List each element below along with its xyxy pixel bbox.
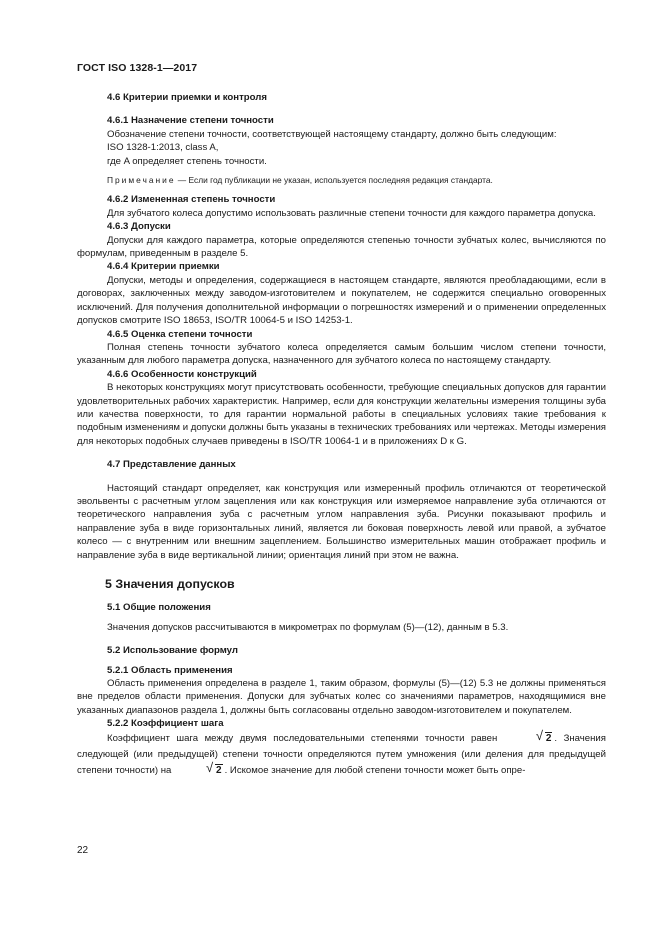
sqrt-formula (506, 727, 553, 747)
section-5-1-title: 5.1 Общие положения (107, 602, 211, 614)
section-4-6-1-title: 4.6.1 Назначение степени точности (107, 115, 274, 127)
pitch-text-a: Коэффициент шага между двумя последовательными степенями точности равен (107, 732, 504, 744)
page-number: 22 (77, 845, 89, 856)
sqrt-radicand: 2 (545, 732, 552, 744)
section-4-6-2-text: Для зубчатого колеса допустимо использовать различные степени точности для каждого параметра допуска. (107, 207, 596, 219)
section-4-6-3-title: 4.6.3 Допуски (107, 221, 171, 233)
section-4-6-6-text: В некоторых конструкциях могут присутствовать особенности, требующие специальных допусков для гарантии удовлетворительных рабочих характеристик. Например, если для конструкции желательны измерения толщины зуба или качества поверхности, то для гарантии нормальной работы в специальных условиях такие требования к подобным изменениям и допуски должны быть указаны в технических требованиях или чертежах. Методы измерения для некоторых подобных случаев приведены в ISO/TR 10064-1 и в приложениях D к G. (77, 382, 606, 447)
section-4-6-6-title: 4.6.6 Особенности конструкций (107, 368, 257, 380)
section-5-2-1-text: Область применения определена в разделе 1, таким образом, формулы (5)—(12) 5.3 не должны применяться вне пределов области применения. Допуски для зубчатых колес со значениями параметров, находящимися вне указанных диапазонов раздела 1, должны быть согласованы отдельно заводом-изготовителем и покупателем. (77, 678, 606, 716)
pitch-text-c: . Искомое значение для любой степени точности может быть опре- (224, 764, 526, 776)
section-4-6-2-title: 4.6.2 Измененная степень точности (107, 194, 276, 206)
section-4-6-1-line-3: где A определяет степень точности. (107, 155, 267, 167)
section-4-6-1-note (107, 174, 606, 187)
section-4-6-5-text: Полная степень точности зубчатого колеса определяется самым большим числом степени точности, указанным для любого параметра допуска, назначенного для зубчатого колеса по настоящему стандарту. (77, 341, 606, 367)
section-5-1-text: Значения допусков рассчитываются в микрометрах по формулам (5)—(12), данным в 5.3. (107, 621, 509, 633)
section-4-6-1-line-1: Обозначение степени точности, соответствующей настоящему стандарту, должно быть следующим: (107, 128, 557, 140)
section-5-title: 5 Значения допусков (105, 577, 235, 591)
section-4-6-4-title: 4.6.4 Критерии приемки (107, 261, 220, 273)
section-5-2-2-title: 5.2.2 Коэффициент шага (107, 718, 224, 730)
section-4-6-3-text: Допуски для каждого параметра, которые определяются степенью точности зубчатых колес, вычисляются по формулам, приведенным в разделе 5. (77, 234, 606, 260)
document-code: ГОСТ ISO 1328-1—2017 (77, 62, 198, 74)
section-4-7-title: 4.7 Представление данных (107, 459, 236, 471)
section-5-2-2-text (77, 727, 606, 779)
section-4-7-text: Настоящий стандарт определяет, как конструкция или измеренный профиль отличаются от теоретической эвольвенты с расчетным углом зацепления или как конструкция или измеряемое направление зуба отличаются от теоретического направления зуба с расчетным углом направления зуба. Рисунки показывают профиль и направление зуба в виде горизонтальных линий, является ли боковая поверхность левой или правой, а зубчатое колесо — с внутренним или внешним зацеплением. Большинство измерительных машин отображает профиль и направление зуба в виде вертикальной линии; ориентация линий при этом не важна. (77, 482, 606, 561)
sqrt-icon: √ (206, 759, 214, 775)
pitch-text-b: . Значения следующей (или предыдущей) степени точности определяются путем умножения (или деления для предыдущей степени точности) на (77, 732, 606, 776)
note-label: Примечание (107, 175, 176, 186)
section-5-2-1-title: 5.2.1 Область применения (107, 664, 233, 676)
section-4-6-5-title: 4.6.5 Оценка степени точности (107, 328, 253, 340)
section-4-6-4-text: Допуски, методы и определения, содержащиеся в настоящем стандарте, являются преобладающими, если в договорах, заключенных между заводом-изготовителем и покупателем, не содержится специально оговоренных исключений. Для получения дополнительной информации о погрешностях измерений и о применении определенных допусков смотрите ISO 18653, ISO/TR 10064-5 и ISO 14253-1. (77, 274, 606, 327)
section-4-6-1-line-2: ISO 1328-1:2013, class A, (107, 142, 219, 154)
sqrt-formula (176, 759, 223, 779)
sqrt-radicand: 2 (216, 764, 222, 776)
section-4-6-title: 4.6 Критерии приемки и контроля (107, 92, 267, 103)
page-content (77, 91, 606, 779)
sqrt-icon: √ (535, 727, 543, 743)
note-text: — Если год публикации не указан, используется последняя редакция стандарта. (175, 175, 493, 186)
section-5-2-title: 5.2 Использование формул (107, 645, 238, 657)
